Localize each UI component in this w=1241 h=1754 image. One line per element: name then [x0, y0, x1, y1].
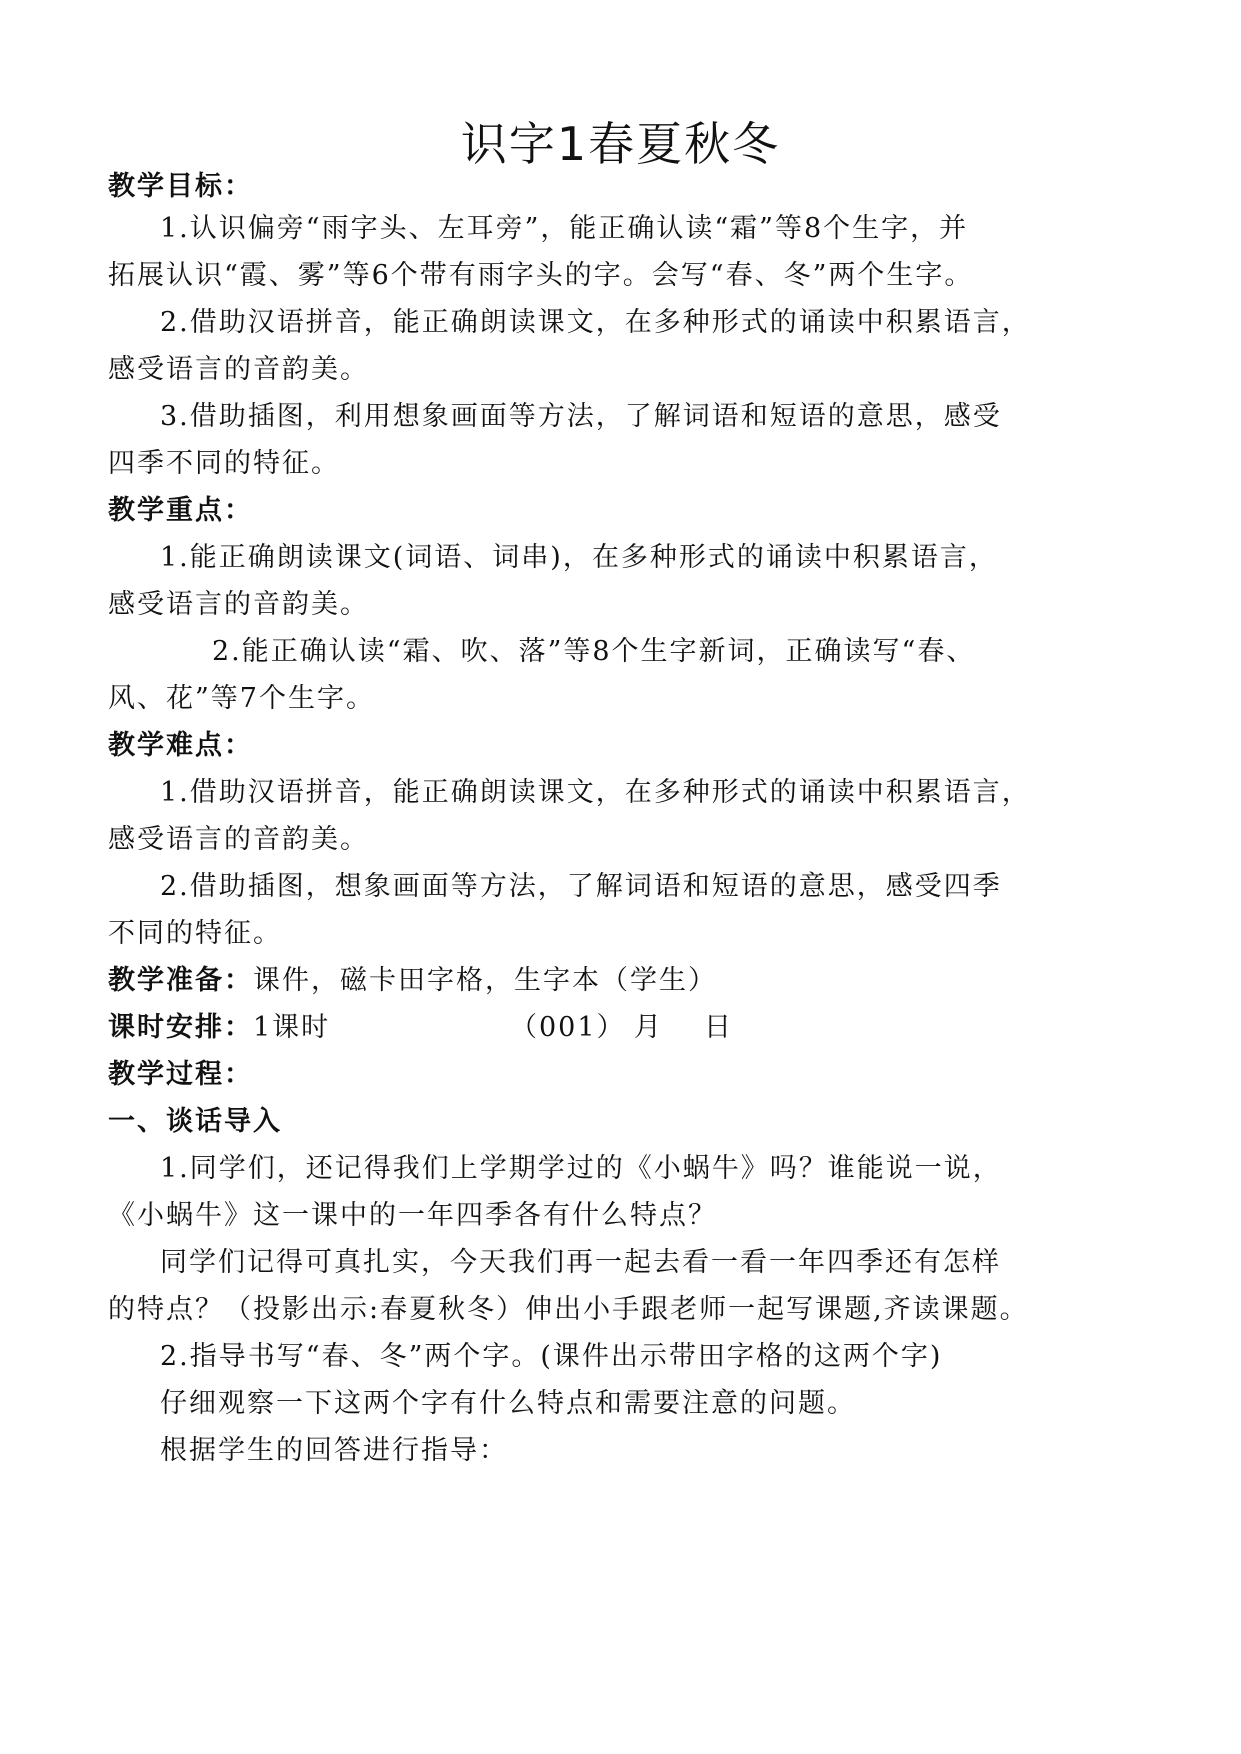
schedule-number: （001） [510, 1012, 626, 1043]
difficulty-1-line-1: 1.借助汉语拼音，能正确朗读课文，在多种形式的诵读中积累语言， [160, 777, 1031, 808]
objectives-heading: 教学目标： [108, 171, 253, 202]
objective-3-line-1: 3.借助插图，利用想象画面等方法，了解词语和短语的意思，感受 [160, 401, 1002, 432]
objective-1-line-1: 1.认识偏旁“雨字头、左耳旁”，能正确认读“霜”等8个生字，并 [160, 213, 969, 244]
objective-2-line-2: 感受语言的音韵美。 [108, 354, 369, 385]
objective-3-line-2: 四季不同的特征。 [108, 448, 340, 479]
schedule-row [108, 1011, 330, 1045]
key-points-heading: 教学重点： [108, 495, 253, 526]
key-point-2-line-1: 2.能正确认读“霜、吹、落”等8个生字新词，正确读写“春、 [212, 636, 976, 667]
section-1-title: 一、谈话导入 [108, 1106, 282, 1137]
page-title: 识字1春夏秋冬 [460, 117, 781, 171]
preparation-heading: 教学准备： [108, 965, 253, 996]
key-point-1-line-1: 1.能正确朗读课文(词语、词串)，在多种形式的诵读中积累语言， [160, 542, 998, 573]
process-paragraph-4: 仔细观察一下这两个字有什么特点和需要注意的问题。 [160, 1388, 856, 1419]
schedule-day: 日 [704, 1012, 733, 1043]
process-paragraph-3: 2.指导书写“春、冬”两个字。(课件出示带田字格的这两个字) [160, 1341, 943, 1372]
key-point-2-line-2: 风、花”等7个生字。 [108, 683, 375, 714]
process-paragraph-5: 根据学生的回答进行指导： [160, 1435, 508, 1466]
difficulty-1-line-2: 感受语言的音韵美。 [108, 824, 369, 855]
difficulty-2-line-1: 2.借助插图，想象画面等方法，了解词语和短语的意思，感受四季 [160, 871, 1002, 902]
preparation-row [108, 964, 717, 998]
schedule-month: 月 [634, 1012, 663, 1043]
difficulties-heading: 教学难点： [108, 730, 253, 761]
preparation-value: 课件，磁卡田字格，生字本（学生） [253, 965, 717, 996]
process-heading: 教学过程： [108, 1059, 253, 1090]
process-paragraph-2-line-1: 同学们记得可真扎实，今天我们再一起去看一看一年四季还有怎样 [160, 1247, 1001, 1278]
objective-2-line-1: 2.借助汉语拼音，能正确朗读课文，在多种形式的诵读中积累语言， [160, 307, 1031, 338]
difficulty-2-line-2: 不同的特征。 [108, 918, 282, 949]
process-paragraph-2-line-2: 的特点？（投影出示:春夏秋冬）伸出小手跟老师一起写课题,齐读课题。 [108, 1294, 1029, 1325]
process-paragraph-1-line-1: 1.同学们，还记得我们上学期学过的《小蜗牛》吗？谁能说一说， [160, 1153, 1002, 1184]
schedule-value: 1课时 [253, 1012, 331, 1043]
key-point-1-line-2: 感受语言的音韵美。 [108, 589, 369, 620]
process-paragraph-1-line-2: 《小蜗牛》这一课中的一年四季各有什么特点？ [108, 1200, 717, 1231]
schedule-heading: 课时安排： [108, 1012, 253, 1043]
objective-1-line-2: 拓展认识“霞、雾”等6个带有雨字头的字。会写“春、冬”两个生字。 [108, 260, 974, 291]
